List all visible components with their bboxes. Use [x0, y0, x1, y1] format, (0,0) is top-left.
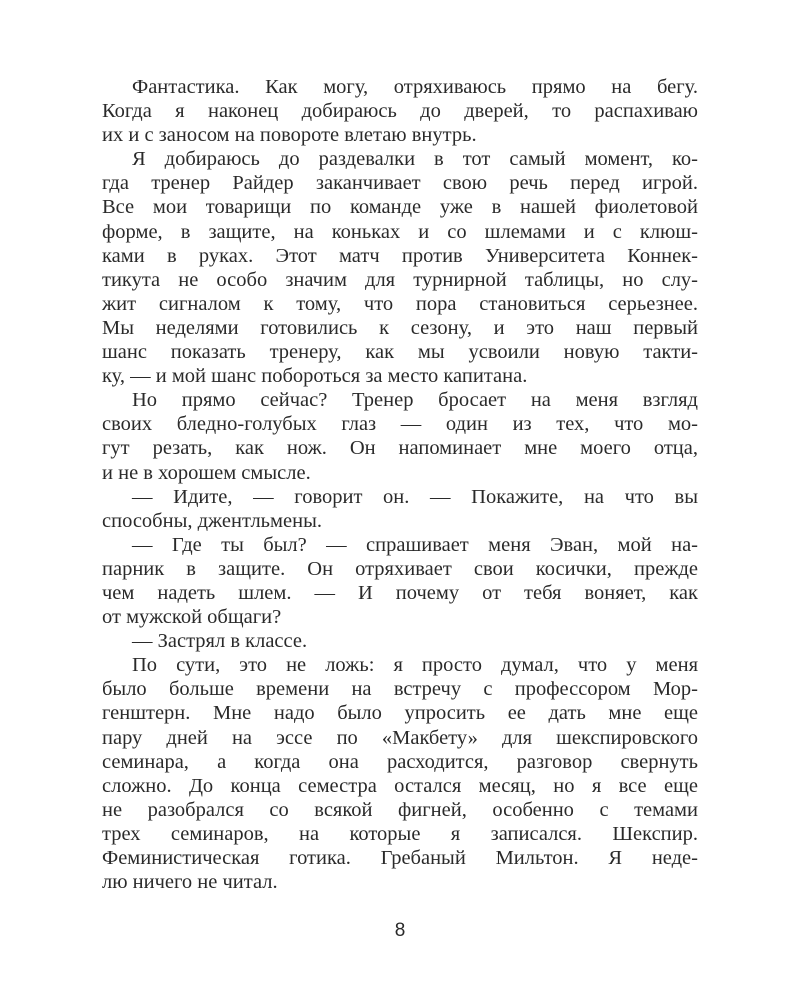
text-line: ками в руках. Этот матч против Университета Коннек-	[102, 244, 698, 267]
text-line: семинара, а когда она расходится, разговор свернуть	[102, 750, 698, 773]
text-line: По сути, это не ложь: я просто думал, что у меня	[132, 654, 698, 677]
text-line: жит сигналом к тому, что пора становиться серьезнее.	[102, 292, 698, 315]
text-line: — Застрял в классе.	[132, 630, 308, 653]
text-line: от мужской общаги?	[102, 606, 282, 629]
text-line: парник в защите. Он отряхивает свои косички, прежде	[102, 557, 698, 580]
text-line: тикута не особо значим для турнирной таблицы, но слу-	[102, 268, 698, 291]
text-line: способны, джентльмены.	[102, 509, 322, 532]
text-line: Но прямо сейчас? Тренер бросает на меня взгляд	[132, 389, 698, 412]
text-line: было больше времени на встречу с профессором Мор-	[102, 678, 698, 701]
text-line: лю ничего не читал.	[102, 871, 278, 894]
text-line: шанс показать тренеру, как мы усвоили новую такти-	[102, 341, 698, 364]
paragraph	[102, 388, 698, 484]
paragraph	[102, 485, 698, 533]
paragraph	[102, 653, 698, 894]
body-text	[102, 75, 698, 894]
text-line: их и с заносом на повороте влетаю внутрь.	[102, 124, 477, 147]
text-line: Фантастика. Как могу, отряхиваюсь прямо на бегу.	[132, 76, 698, 98]
paragraph	[102, 147, 698, 388]
text-line: гут резать, как нож. Он напоминает мне моего отца,	[102, 437, 698, 460]
text-line: — Идите, — говорит он. — Покажите, на что вы	[132, 485, 698, 508]
text-line: ку, — и мой шанс побороться за место капитана.	[102, 365, 528, 388]
paragraph	[102, 533, 698, 629]
text-line: и не в хорошем смысле.	[102, 461, 311, 484]
text-line: Все мои товарищи по команде уже в нашей фиолетовой	[102, 196, 698, 219]
text-line: гда тренер Райдер заканчивает свою речь перед игрой.	[102, 172, 698, 195]
text-line: Я добираюсь до раздевалки в тот самый момент, ко-	[132, 148, 698, 171]
text-line: Мы неделями готовились к сезону, и это наш первый	[102, 316, 698, 339]
page-number: 8	[394, 920, 406, 941]
text-line: чем надеть шлем. — И почему от тебя воняет, как	[102, 581, 698, 604]
paragraph	[102, 629, 698, 653]
text-line: трех семинаров, на которые я записался. Шекспир.	[102, 822, 698, 845]
text-line: сложно. До конца семестра остался месяц, но я все еще	[102, 774, 698, 797]
text-line: пару дней на эссе по «Макбету» для шекспировского	[102, 726, 698, 749]
text-line: Когда я наконец добираюсь до дверей, то распахиваю	[102, 100, 698, 123]
text-line: не разобрался со всякой фигней, особенно с темами	[102, 798, 698, 821]
text-line: генштерн. Мне надо было упросить ее дать мне еще	[102, 702, 698, 725]
text-line: форме, в защите, на коньках и со шлемами и с клюш-	[102, 220, 698, 243]
paragraph	[102, 75, 698, 147]
text-line: — Где ты был? — спрашивает меня Эван, мой на-	[132, 533, 698, 556]
text-line: своих бледно-голубых глаз — один из тех, что мо-	[102, 413, 698, 436]
text-line: Феминистическая готика. Гребаный Мильтон. Я неде-	[102, 847, 698, 869]
